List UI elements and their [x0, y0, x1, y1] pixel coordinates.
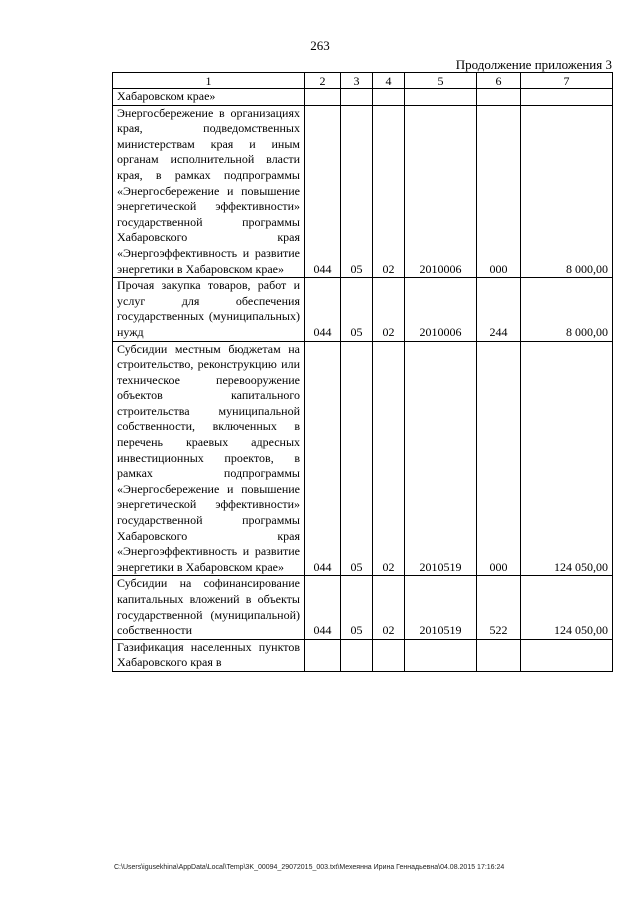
expense-type-code: 000 [477, 341, 521, 576]
column-header: 2 [305, 73, 341, 89]
amount: 124 050,00 [521, 576, 613, 639]
subsection-code: 02 [373, 105, 405, 278]
amount: 124 050,00 [521, 341, 613, 576]
target-item-code [405, 639, 477, 671]
target-item-code: 2010006 [405, 278, 477, 341]
row-description: Энергосбережение в организациях края, подведомственных министерствам края и иным органам исполнительной власти края, в рамках подпрограммы «Энергосбережение и повышение энергетической эффективности» государственной программы Хабаровского края «Энергоэффективность и развитие энергетики в Хабаровском крае» [113, 105, 305, 278]
amount [521, 89, 613, 106]
row-description: Хабаровском крае» [113, 89, 305, 106]
row-description: Субсидии на софинансирование капитальных вложений в объекты государственной (муниципальной) собственности [113, 576, 305, 639]
section-code [341, 639, 373, 671]
table-row [113, 341, 613, 576]
page-number: 263 [310, 38, 330, 53]
table-row [113, 105, 613, 278]
ministry-code [305, 89, 341, 106]
budget-table [112, 72, 613, 672]
subsection-code: 02 [373, 341, 405, 576]
amount [521, 639, 613, 671]
expense-type-code [477, 639, 521, 671]
section-code [341, 89, 373, 106]
subsection-code [373, 89, 405, 106]
table-row [113, 89, 613, 106]
row-description: Субсидии местным бюджетам на строительство, реконструкцию или техническое перевооружение объектов капитального строительства муниципальной собственности, включенных в перечень краевых адресных инвестиционных проектов, в рамках подпрограммы «Энергосбережение и повышение энергетической эффективности» государственной программы Хабаровского края «Энергоэффективность и развитие энергетики в Хабаровском крае» [113, 341, 305, 576]
footer-file-path: C:\Users\igusekhina\AppData\Local\Temp\3K_00094_29072015_003.txt\Мехеянна Ирина Геннадьевна\04.08.2015 17:16:24 [114, 864, 505, 871]
column-header: 7 [521, 73, 613, 89]
column-header: 3 [341, 73, 373, 89]
expense-type-code [477, 89, 521, 106]
ministry-code: 044 [305, 105, 341, 278]
column-header: 5 [405, 73, 477, 89]
ministry-code [305, 639, 341, 671]
section-code: 05 [341, 278, 373, 341]
table-row [113, 639, 613, 671]
continuation-label: Продолжение приложения 3 [455, 57, 612, 72]
ministry-code: 044 [305, 576, 341, 639]
row-description: Газификация населенных пунктов Хабаровского края в [113, 639, 305, 671]
table-row [113, 576, 613, 639]
target-item-code: 2010519 [405, 576, 477, 639]
ministry-code: 044 [305, 278, 341, 341]
target-item-code [405, 89, 477, 106]
target-item-code: 2010519 [405, 341, 477, 576]
amount: 8 000,00 [521, 105, 613, 278]
table-row [113, 278, 613, 341]
column-header: 6 [477, 73, 521, 89]
expense-type-code: 000 [477, 105, 521, 278]
target-item-code: 2010006 [405, 105, 477, 278]
section-code: 05 [341, 105, 373, 278]
subsection-code: 02 [373, 576, 405, 639]
section-code: 05 [341, 576, 373, 639]
subsection-code: 02 [373, 278, 405, 341]
column-header: 1 [113, 73, 305, 89]
expense-type-code: 522 [477, 576, 521, 639]
ministry-code: 044 [305, 341, 341, 576]
table-header-row [113, 73, 613, 89]
expense-type-code: 244 [477, 278, 521, 341]
section-code: 05 [341, 341, 373, 576]
row-description: Прочая закупка товаров, работ и услуг для обеспечения государственных (муниципальных) нужд [113, 278, 305, 341]
column-header: 4 [373, 73, 405, 89]
subsection-code [373, 639, 405, 671]
amount: 8 000,00 [521, 278, 613, 341]
